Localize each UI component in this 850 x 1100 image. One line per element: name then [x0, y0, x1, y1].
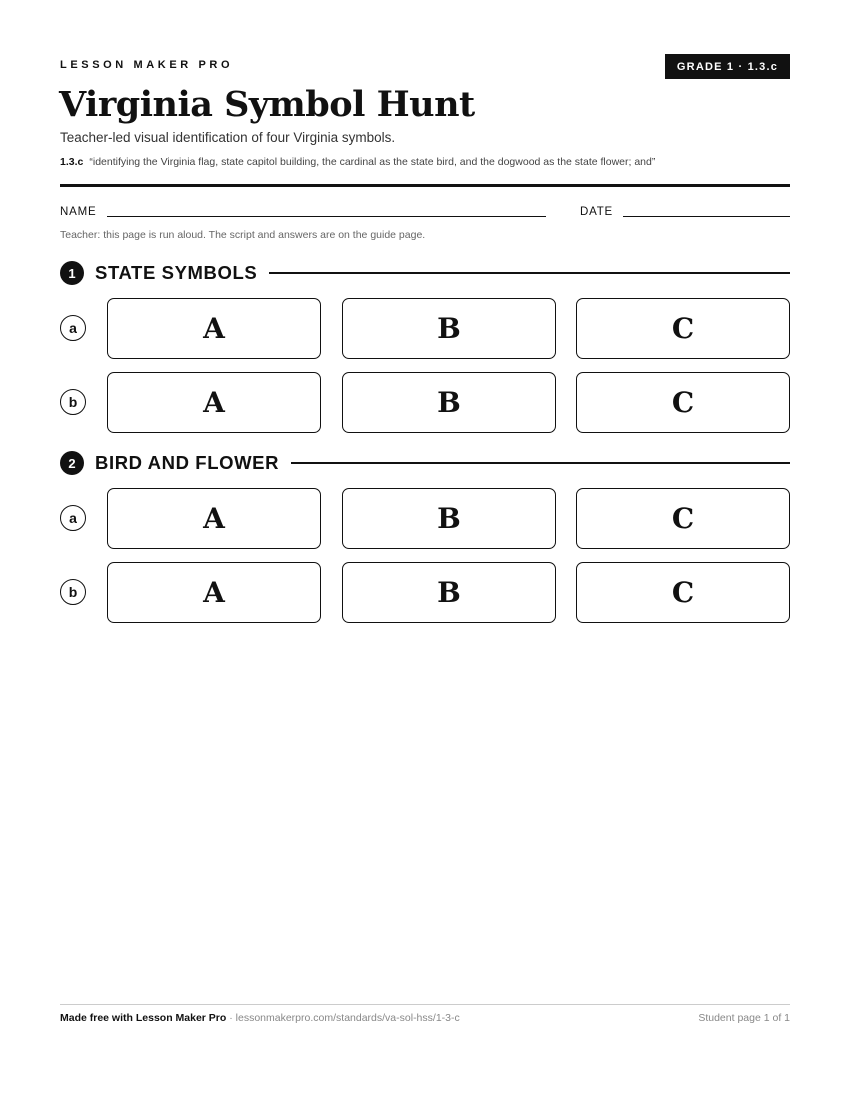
name-line[interactable]: [107, 216, 546, 217]
choice-box[interactable]: C: [576, 488, 790, 549]
row-marker: b: [60, 579, 86, 605]
footer-page-number: Student page 1 of 1: [698, 1012, 790, 1024]
section-title: STATE SYMBOLS: [95, 262, 258, 283]
standard-text: “identifying the Virginia flag, state capitol building, the cardinal as the state bird, and the dogwood as the state flower; and”: [89, 156, 656, 168]
question-row: [60, 488, 790, 550]
choice-box[interactable]: B: [342, 488, 556, 549]
worksheet-title: Virginia Symbol Hunt: [59, 84, 475, 125]
footer-divider: [60, 1004, 790, 1005]
row-marker: a: [60, 505, 86, 531]
footer-separator: ·: [226, 1012, 236, 1024]
question-row: [60, 372, 790, 434]
date-line[interactable]: [623, 216, 790, 217]
header-divider: [60, 184, 790, 187]
footer-credit: [60, 1012, 460, 1024]
choice-box[interactable]: A: [107, 298, 321, 359]
choice-box[interactable]: C: [576, 298, 790, 359]
choice-box[interactable]: A: [107, 488, 321, 549]
choice-box[interactable]: B: [342, 372, 556, 433]
teacher-note: Teacher: this page is run aloud. The script and answers are on the guide page.: [60, 229, 426, 241]
section-bird-and-flower: [60, 451, 790, 475]
section-title: BIRD AND FLOWER: [95, 452, 280, 473]
choice-box[interactable]: A: [107, 562, 321, 623]
question-row: [60, 298, 790, 360]
section-rule: [269, 272, 790, 274]
name-label: NAME: [60, 206, 97, 218]
date-label: DATE: [580, 206, 614, 218]
standard-line: [60, 156, 655, 168]
section-rule: [291, 462, 790, 464]
row-marker: a: [60, 315, 86, 341]
section-number: 2: [60, 451, 84, 475]
standard-code: 1.3.c: [60, 156, 84, 168]
choice-box[interactable]: B: [342, 562, 556, 623]
choice-box[interactable]: A: [107, 372, 321, 433]
footer-made-with: Made free with Lesson Maker Pro: [60, 1012, 227, 1024]
footer-url[interactable]: lessonmakerpro.com/standards/va-sol-hss/1-3-c: [235, 1012, 460, 1024]
brand-name: LESSON MAKER PRO: [60, 59, 234, 71]
question-row: [60, 562, 790, 624]
worksheet-subtitle: Teacher-led visual identification of four Virginia symbols.: [60, 130, 396, 145]
row-marker: b: [60, 389, 86, 415]
section-number: 1: [60, 261, 84, 285]
grade-badge: GRADE 1 · 1.3.c: [665, 54, 790, 79]
section-state-symbols: [60, 261, 790, 285]
choice-box[interactable]: C: [576, 372, 790, 433]
choice-box[interactable]: B: [342, 298, 556, 359]
choice-box[interactable]: C: [576, 562, 790, 623]
